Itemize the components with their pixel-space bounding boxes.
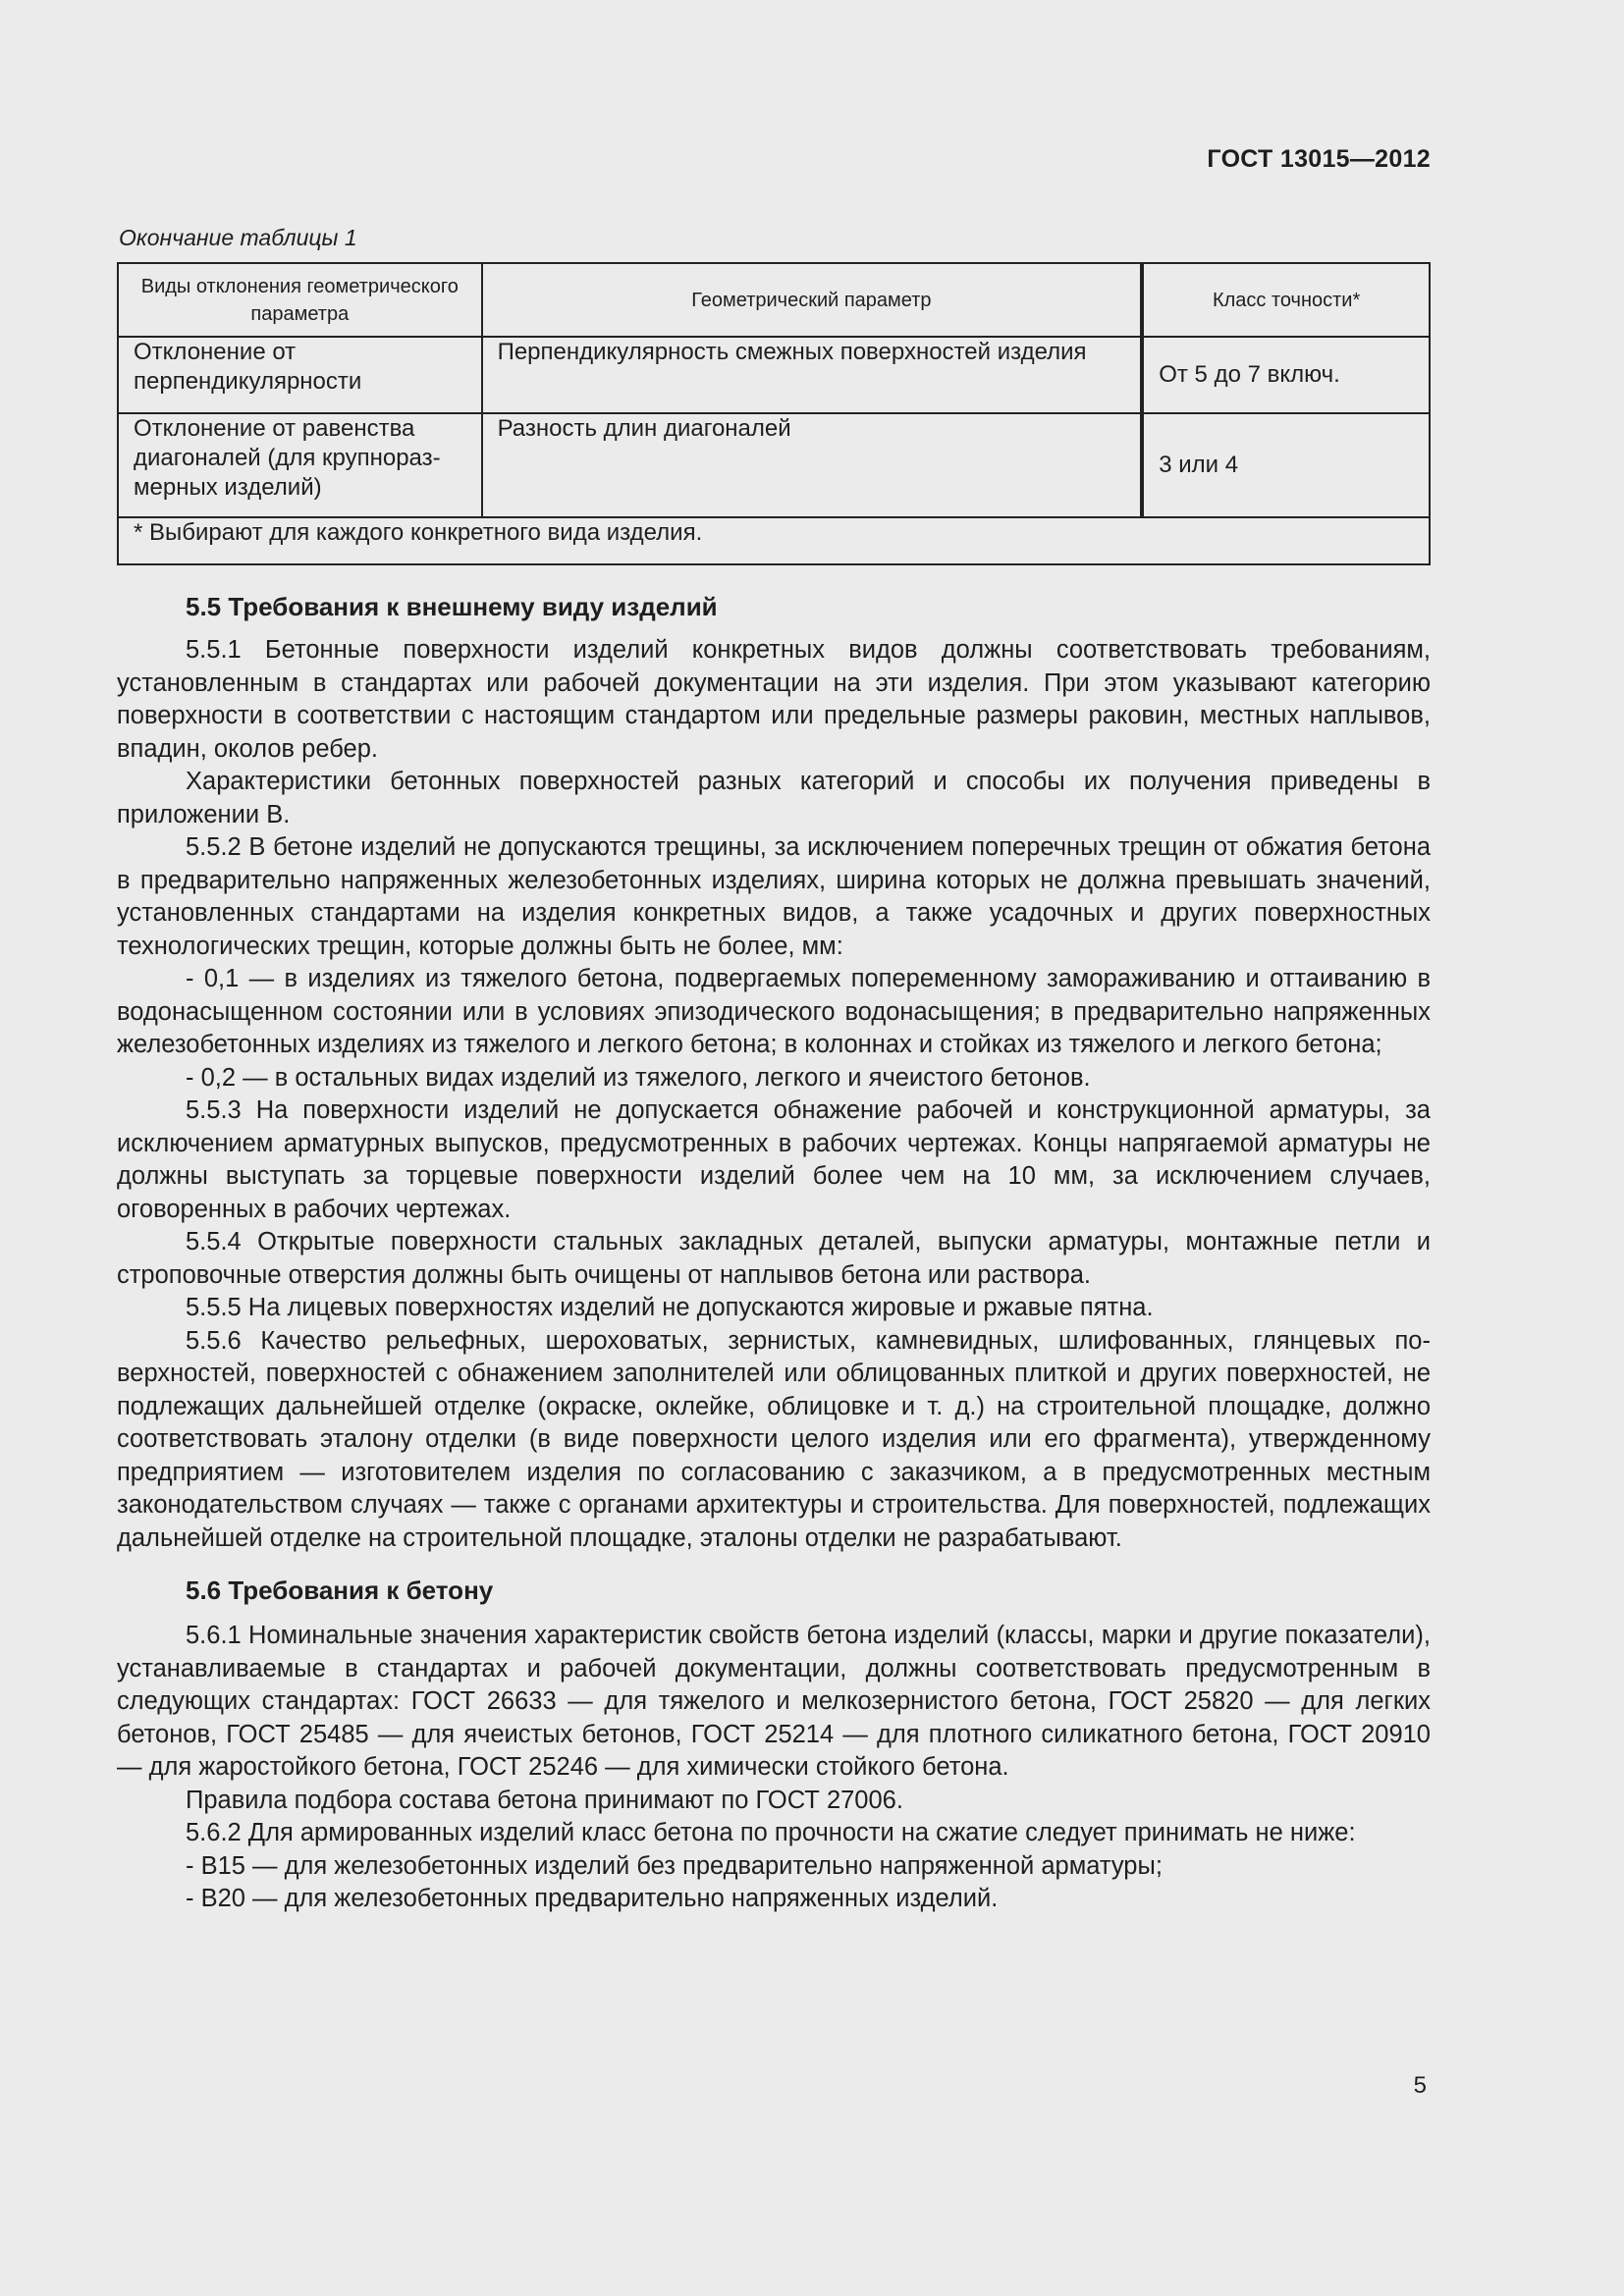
table-1 <box>117 262 1431 565</box>
list-item: - 0,2 — в остальных видах изделий из тяжелого, легкого и ячеистого бетонов. <box>186 1063 1091 1092</box>
document-code: ГОСТ 13015—2012 <box>1207 145 1431 173</box>
table-cell: Разность длин диагоналей <box>482 413 1143 517</box>
table-row <box>118 413 1430 517</box>
table-row <box>118 337 1430 413</box>
table-header-cell: Виды отклонения геометрического параметра <box>118 263 482 337</box>
paragraph: 5.5.2 В бетоне изделий не допускаются трещины, за исключением поперечных трещин от обжатия бетона в предварительно напряженных железобетонных изделиях, ширина которых не должна превышать значений, установленных стандартами на изделия конкретных видов, а также усадочных и других поверхностных технологических трещин, которые должны быть не более, мм: <box>117 833 1431 960</box>
body-text <box>117 589 1431 1916</box>
paragraph: 5.5.1 Бетонные поверхности изделий конкретных видов должны соответствовать требованиям, установленным в стандартах или рабочей документации на эти изделия. При этом указывают категорию поверхности в соответствии с настоящим стандартом или предельные размеры раковин, местных наплывов, впадин, околов ребер. <box>117 636 1431 763</box>
paragraph: 5.6.2 Для армированных изделий класс бетона по прочности на сжатие следует принимать не ниже: <box>186 1819 1356 1846</box>
table-cell: От 5 до 7 включ. <box>1142 337 1430 413</box>
table-cell: 3 или 4 <box>1142 413 1430 517</box>
table-footnote-row <box>118 517 1430 564</box>
table-cell: Отклонение от перпендикулярности <box>118 337 482 413</box>
paragraph: Правила подбора состава бетона принимают по ГОСТ 27006. <box>186 1786 903 1814</box>
table-footnote: * Выбирают для каждого конкретного вида изделия. <box>118 517 1430 564</box>
table-header-cell: Класс точности* <box>1142 263 1430 337</box>
list-item: - 0,1 — в изделиях из тяжелого бетона, подвергаемых попеременному замораживанию и оттаиванию в водонасыщенном состоянии или в условиях эпизодического водонасыщения; в предварительно напряженных железобетонных изделиях из тяжелого и легкого бетона; в колоннах и стойках из тяжелого и легкого бетона; <box>117 965 1431 1058</box>
paragraph: 5.5.4 Открытые поверхности стальных закладных деталей, выпуски арматуры, монтажные петли и строповочные отверстия должны быть очищены от наплывов бетона или раствора. <box>117 1228 1431 1289</box>
table-caption: Окончание таблицы 1 <box>119 225 357 250</box>
paragraph: 5.5.5 На лицевых поверхностях изделий не допускаются жировые и ржавые пятна. <box>186 1294 1154 1321</box>
table-cell: Отклонение от равенства диагоналей (для крупноразмерных изделий) <box>118 413 482 517</box>
list-item: - В15 — для железобетонных изделий без предварительно напряженной арматуры; <box>186 1851 1163 1880</box>
page-number: 5 <box>1413 2072 1427 2099</box>
list-item: - В20 — для железобетонных предварительно напряженных изделий. <box>186 1885 999 1912</box>
paragraph: Характеристики бетонных поверхностей разных категорий и способы их получения приведены в приложении В. <box>117 768 1431 828</box>
paragraph: 5.5.3 На поверхности изделий не допускается обнажение рабочей и конструкционной арматуры, за исключением арматурных выпусков, предусмотренных в рабочих чертежах. Концы напрягаемой арматуры не должны выступать за торцевые поверхности изделий более чем на 10 мм, за исключением случаев, оговоренных в рабочих чертежах. <box>117 1096 1431 1223</box>
section-heading: 5.5 Требования к внешнему виду изделий <box>186 592 718 621</box>
table-cell: Перпендикулярность смежных поверхностей изделия <box>482 337 1143 413</box>
table-header-row <box>118 263 1430 337</box>
table-header-cell: Геометрический параметр <box>482 263 1143 337</box>
section-heading: 5.6 Требования к бетону <box>186 1575 494 1605</box>
paragraph: 5.6.1 Номинальные значения характеристик свойств бетона изделий (классы, марки и другие показатели), устанавливаемые в стандартах и рабочей документации, должны соответствовать предусмотренным в следующих стандартах: ГОСТ 26633 — для тяжелого и мелкозернистого бетона, ГОСТ 25820 — для легких бетонов, ГОСТ 25485 — для ячеистых бетонов, ГОСТ 25214 — для плотного силикатного бетона, ГОСТ 20910 — для жаростойкого бетона, ГОСТ 25246 — для химически стойкого бетона. <box>117 1622 1431 1781</box>
paragraph: 5.5.6 Качество рельефных, шероховатых, зернистых, камневидных, шлифованных, глянцевых поверхностей, поверхностей с обнажением заполнителей или облицованных плиткой и других поверхностей, не подлежащих дальнейшей отделке (окраске, оклейке, облицовке и т. д.) на строительной площадке, должно соответствовать эталону отделки (в виде поверхности целого изделия или его фрагмента), утвержденному предприятием — изготовителем изделия по согласованию с заказчиком, а в предусмотренных местным законодательством случаях — также с органами архитектуры и строительства. Для поверхностей, подлежащих дальнейшей отделке на строительной площадке, эталоны отделки не разрабатывают. <box>117 1326 1431 1552</box>
